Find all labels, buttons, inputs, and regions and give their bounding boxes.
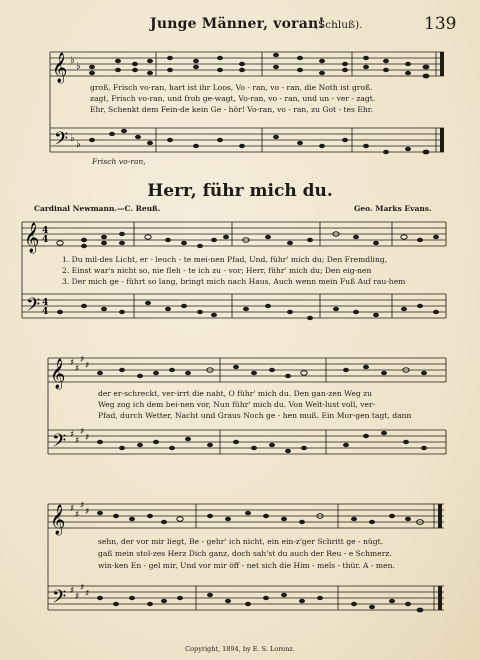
svg-text:4: 4 xyxy=(42,298,49,308)
bass-lyric: Frisch vo-ran, xyxy=(92,157,146,166)
music-system-2 xyxy=(0,214,480,338)
treble-clef-icon: 𝄞 xyxy=(50,359,66,389)
notes-system-3 xyxy=(97,365,427,453)
svg-text:♯: ♯ xyxy=(70,430,75,440)
svg-text:4: 4 xyxy=(42,235,49,245)
svg-text:♯: ♯ xyxy=(70,358,75,368)
lyric-verse-3: Pfad, durch Wetter, Nacht und Graus Noch ge - hen muß. Ein Mor-gen tagt, dann xyxy=(98,411,412,420)
lyric-line-2: zagt, Frisch vo-ran, und froh ge-wagt, Vo-ran, vo - ran, und un - ver - zagt. xyxy=(90,94,376,103)
svg-text:♯: ♯ xyxy=(85,589,90,599)
svg-text:♯: ♯ xyxy=(85,361,90,371)
song-subtitle: (Schluß). xyxy=(314,19,363,31)
composer-credit: Geo. Marks Evans. xyxy=(354,204,432,213)
svg-text:♯: ♯ xyxy=(75,436,80,446)
svg-text:♯: ♯ xyxy=(75,364,80,374)
music-system-3 xyxy=(0,348,480,472)
lyric-verse-2: gaß mein stol-zes Herz Dich ganz, doch sah'st du auch der Reu - e Schmerz. xyxy=(98,549,392,558)
lyric-verse-1: 1. Du mil-des Licht, er - leuch - te mei-nen Pfad, Und, führ' mich du; Den Fremdling, xyxy=(62,255,388,264)
svg-text:♯: ♯ xyxy=(85,433,90,443)
bass-clef-icon: 𝄢 xyxy=(52,587,67,612)
lyric-verse-1: sehn, der vor mir liegt, Be - gehr' ich nicht, ein ein-z'ger Schritt ge - nügt. xyxy=(98,537,384,546)
lyric-line-3: Ehr, Schenkt dem Fein-de kein Ge - hör! Vo-ran, vo - ran, zu Got - tes Ehr. xyxy=(90,105,373,114)
grand-staff-2 xyxy=(0,214,480,338)
music-system-1 xyxy=(0,40,480,170)
copyright-notice: Copyright, 1894, by E. S. Lorenz. xyxy=(185,645,295,653)
music-system-4 xyxy=(0,494,480,638)
svg-text:♯: ♯ xyxy=(75,592,80,602)
page-header xyxy=(0,14,480,38)
svg-text:♯: ♯ xyxy=(70,586,75,596)
treble-clef-icon: 𝄞 xyxy=(24,223,40,253)
hymn-title: Herr, führ mich du. xyxy=(147,181,333,201)
notes-system-1 xyxy=(89,53,429,155)
treble-clef-icon: 𝄞 xyxy=(50,505,66,535)
svg-text:♯: ♯ xyxy=(85,507,90,517)
svg-text:♭: ♭ xyxy=(70,55,75,66)
bass-clef-icon: 𝄢 xyxy=(26,295,41,320)
svg-text:♭: ♭ xyxy=(76,61,81,72)
lyric-verse-3: 3. Der mich ge - führt so lang, bringt mich nach Haus, Auch wenn mein Fuß Auf rau-hem xyxy=(62,277,406,286)
svg-text:♯: ♯ xyxy=(70,504,75,514)
author-credit: Cardinal Newmann.—C. Reuß. xyxy=(34,204,161,213)
svg-text:4: 4 xyxy=(42,226,49,236)
treble-clef-icon: 𝄞 xyxy=(52,53,68,83)
svg-text:♭: ♭ xyxy=(76,139,81,150)
svg-text:♯: ♯ xyxy=(80,501,85,511)
lyric-verse-3: win-ken En - gel mir, Und vor mir öff - net sich die Him - mels - thür. A - men. xyxy=(98,561,395,570)
svg-text:4: 4 xyxy=(42,307,49,317)
lyric-line-1: groß, Frisch vo-ran, hart ist ihr Loos, Vo - ran, vo - ran, die Noth ist groß. xyxy=(90,83,373,92)
notes-system-2 xyxy=(57,232,439,320)
page-number: 139 xyxy=(424,14,457,34)
bass-clef-icon: 𝄢 xyxy=(52,431,67,456)
lyric-verse-2: Weg zog ich dem bei-nen vor, Nun führ' mich du. Von Welt-lust voll, ver- xyxy=(98,400,376,409)
grand-staff-3 xyxy=(0,348,480,472)
svg-text:♯: ♯ xyxy=(75,510,80,520)
svg-text:♯: ♯ xyxy=(80,427,85,437)
bass-clef-icon: 𝄢 xyxy=(54,129,69,154)
svg-text:♯: ♯ xyxy=(80,583,85,593)
lyric-verse-1: der er-schreckt, ver-irrt die naht, O führ' mich du. Den gan-zen Weg zu xyxy=(98,389,373,398)
svg-text:♭: ♭ xyxy=(70,133,75,144)
svg-text:♯: ♯ xyxy=(80,355,85,365)
lyric-verse-2: 2. Einst war's nicht so, nie fleh - te ich zu - vor; Herr, führ' mich du; Den eig-nen xyxy=(62,266,372,275)
song-title: Junge Männer, voran! xyxy=(150,16,325,32)
